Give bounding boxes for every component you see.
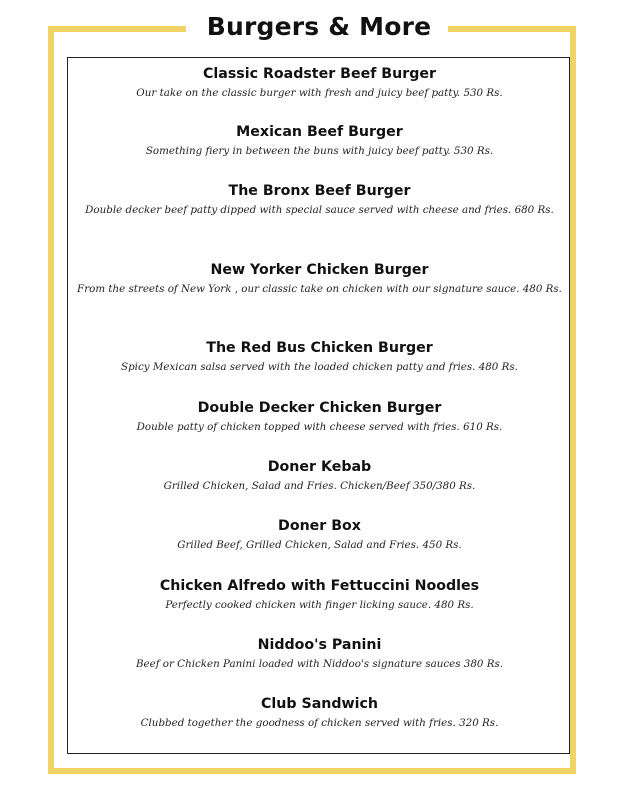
item-name: The Bronx Beef Burger: [228, 183, 411, 199]
item-name: Mexican Beef Burger: [236, 124, 403, 140]
item-description: Spicy Mexican salsa served with the loaded chicken patty and fries. 480 Rs.: [121, 361, 518, 373]
menu-item: [68, 65, 571, 103]
item-description: From the streets of New York , our classic take on chicken with our signature sauce. 480 Rs.: [77, 283, 562, 295]
menu-item: [68, 182, 571, 220]
item-name: Niddoo's Panini: [257, 637, 382, 653]
item-description: Grilled Beef, Grilled Chicken, Salad and Fries. 450 Rs.: [177, 539, 462, 551]
item-description: Something fiery in between the buns with juicy beef patty. 530 Rs.: [145, 145, 494, 157]
item-description: Clubbed together the goodness of chicken served with fries. 320 Rs.: [140, 717, 499, 729]
item-description: Perfectly cooked chicken with finger licking sauce. 480 Rs.: [165, 599, 474, 611]
item-name: Club Sandwich: [261, 696, 378, 712]
menu-item: [68, 339, 571, 377]
item-description: Our take on the classic burger with fresh and juicy beef patty. 530 Rs.: [136, 87, 503, 99]
item-name: Chicken Alfredo with Fettuccini Noodles: [159, 578, 480, 594]
menu-item: [68, 123, 571, 161]
menu-item: [68, 399, 571, 437]
item-name: Classic Roadster Beef Burger: [203, 66, 436, 82]
menu-item: [68, 458, 571, 496]
item-name: Doner Kebab: [267, 459, 372, 475]
menu-item: [68, 695, 571, 733]
menu-item: [68, 517, 571, 555]
menu-item: [68, 636, 571, 674]
item-name: Doner Box: [278, 518, 361, 534]
item-name: New Yorker Chicken Burger: [210, 262, 429, 278]
menu-item: [68, 577, 571, 615]
item-description: Double patty of chicken topped with cheese served with fries. 610 Rs.: [136, 421, 503, 433]
item-name: The Red Bus Chicken Burger: [206, 340, 433, 356]
item-description: Grilled Chicken, Salad and Fries. Chicken/Beef 350/380 Rs.: [163, 480, 476, 492]
menu-item: [68, 261, 571, 299]
menu-box: [67, 57, 570, 754]
item-description: Double decker beef patty dipped with special sauce served with cheese and fries. 680 Rs.: [85, 204, 554, 216]
menu-title: Burgers & More: [206, 12, 432, 41]
item-name: Double Decker Chicken Burger: [197, 400, 442, 416]
item-description: Beef or Chicken Panini loaded with Niddoo's signature sauces 380 Rs.: [135, 658, 504, 670]
